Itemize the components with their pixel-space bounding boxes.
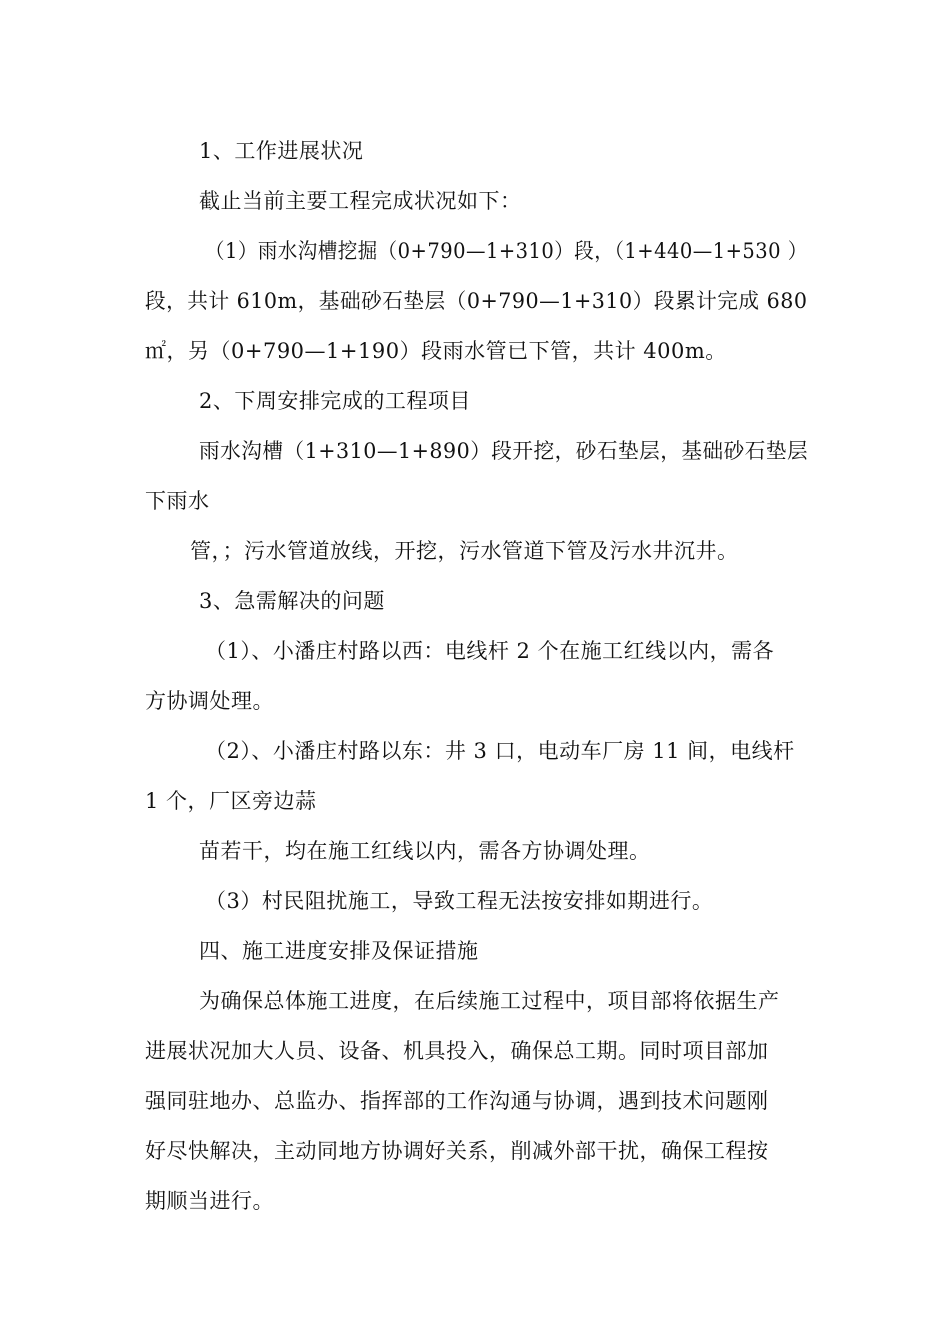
paragraph-line: 1 个，厂区旁边蒜 — [145, 789, 317, 813]
paragraph-line: （1）雨水沟槽挖掘（0+790—1+310）段，（1+440—1+530 ） — [205, 239, 808, 263]
paragraph-line: ㎡，另（0+790—1+190）段雨水管已下管，共计 400m。 — [145, 339, 727, 363]
paragraph-line: 段，共计 610m，基础砂石垫层（0+790—1+310）段累计完成 680 — [145, 289, 808, 313]
paragraph-line: （2）、小潘庄村路以东：井 3 口，电动车厂房 11 间，电线杆 — [205, 739, 795, 763]
paragraph-line: 强同驻地办、总监办、指挥部的工作沟通与协调，遇到技术问题刚 — [145, 1089, 769, 1113]
paragraph-line: 雨水沟槽（1+310—1+890）段开挖，砂石垫层，基础砂石垫层 — [199, 439, 809, 463]
paragraph-line: 期顺当进行。 — [145, 1189, 274, 1213]
heading-work-progress: 1、工作进展状况 — [199, 139, 364, 163]
paragraph-line: 苗若干，均在施工红线以内，需各方协调处理。 — [199, 839, 651, 863]
paragraph-line: （3）村民阻扰施工，导致工程无法按安排如期进行。 — [205, 889, 714, 913]
heading-next-week-plan: 2、下周安排完成的工程项目 — [199, 389, 471, 413]
paragraph-line: （1）、小潘庄村路以西：电线杆 2 个在施工红线以内，需各 — [205, 639, 775, 663]
heading-schedule-measures: 四、施工进度安排及保证措施 — [199, 939, 479, 963]
paragraph-line: 好尽快解决，主动同地方协调好关系，削减外部干扰，确保工程按 — [145, 1139, 769, 1163]
paragraph-line: 截止当前主要工程完成状况如下： — [199, 189, 522, 213]
heading-urgent-issues: 3、急需解决的问题 — [199, 589, 385, 613]
paragraph-line: 进展状况加大人员、设备、机具投入，确保总工期。同时项目部加 — [145, 1039, 769, 1063]
paragraph-line: 方协调处理。 — [145, 689, 274, 713]
paragraph-line: 为确保总体施工进度，在后续施工过程中，项目部将依据生产 — [199, 989, 780, 1013]
paragraph-line: 下雨水 — [145, 489, 210, 513]
paragraph-line: 管，；污水管道放线，开挖，污水管道下管及污水井沉井。 — [190, 539, 739, 563]
